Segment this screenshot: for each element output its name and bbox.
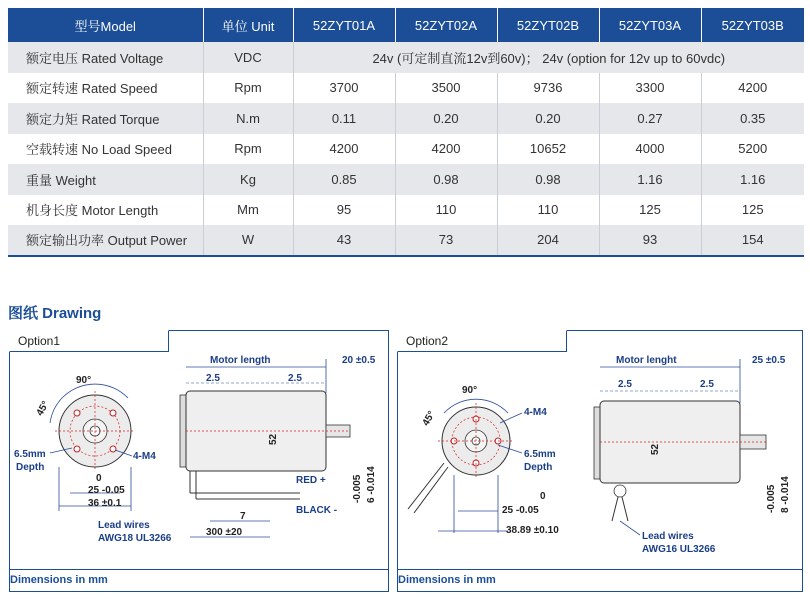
row-rated-voltage bbox=[8, 42, 804, 73]
value-cell: 1.16 bbox=[701, 164, 804, 195]
value-cell: 4200 bbox=[395, 134, 497, 165]
opt1-motor-length: Motor length bbox=[210, 355, 271, 366]
opt2-holes: 4-M4 bbox=[524, 407, 547, 418]
opt1-tol-top: 0 bbox=[96, 473, 102, 484]
param-label: 额定转速 Rated Speed bbox=[8, 73, 203, 104]
header-52zyt03a: 52ZYT03A bbox=[599, 8, 701, 42]
opt2-left-25: 2.5 bbox=[618, 379, 632, 390]
param-label: 机身长度 Motor Length bbox=[8, 195, 203, 226]
param-label: 空载转速 No Load Speed bbox=[8, 134, 203, 165]
param-label: 额定输出功率 Output Power bbox=[8, 225, 203, 256]
opt1-shaft-tol: -0.005 bbox=[352, 474, 363, 503]
drawing-panel-option1 bbox=[9, 330, 389, 592]
opt1-left-25: 2.5 bbox=[206, 373, 220, 384]
value-cell: 43 bbox=[293, 225, 395, 256]
opt1-right-25: 2.5 bbox=[288, 373, 302, 384]
opt1-angle90: 90° bbox=[76, 375, 92, 386]
value-cell: 93 bbox=[599, 225, 701, 256]
option2-footer-label: Dimensions in mm bbox=[398, 574, 496, 586]
table-header-row bbox=[8, 8, 804, 42]
value-cell: 154 bbox=[701, 225, 804, 256]
option1-footer bbox=[10, 569, 388, 591]
value-cell: 95 bbox=[293, 195, 395, 226]
value-cell: 73 bbox=[395, 225, 497, 256]
value-cell: 0.20 bbox=[395, 103, 497, 134]
value-cell: 3700 bbox=[293, 73, 395, 104]
param-label: 额定力矩 Rated Torque bbox=[8, 103, 203, 134]
opt1-angle45: 45° bbox=[34, 399, 52, 418]
row-output-power bbox=[8, 225, 804, 256]
opt2-right-25: 2.5 bbox=[700, 379, 714, 390]
option2-side-view bbox=[594, 401, 766, 521]
opt1-diam52: 52 bbox=[268, 433, 279, 445]
opt2-depth-b: Depth bbox=[524, 462, 553, 473]
value-cell: 125 bbox=[701, 195, 804, 226]
header-52zyt01a: 52ZYT01A bbox=[293, 8, 395, 42]
value-cell: 0.27 bbox=[599, 103, 701, 134]
unit-cell: VDC bbox=[203, 42, 293, 73]
opt1-lead-b: AWG18 UL3266 bbox=[98, 533, 172, 544]
opt2-diam52: 52 bbox=[650, 443, 661, 455]
value-cell: 3500 bbox=[395, 73, 497, 104]
value-cell: 204 bbox=[497, 225, 599, 256]
opt2-angle45: 45° bbox=[420, 409, 438, 428]
unit-cell: Kg bbox=[203, 164, 293, 195]
row-rated-torque bbox=[8, 103, 804, 134]
opt1-bolt-circle: 36 ±0.1 bbox=[88, 498, 122, 509]
value-cell: 125 bbox=[599, 195, 701, 226]
opt2-tol-top: 0 bbox=[540, 491, 546, 502]
value-cell: 4200 bbox=[701, 73, 804, 104]
unit-cell: W bbox=[203, 225, 293, 256]
value-cell: 3300 bbox=[599, 73, 701, 104]
value-cell: 0.85 bbox=[293, 164, 395, 195]
opt1-holes: 4-M4 bbox=[133, 451, 156, 462]
option2-drawing bbox=[398, 353, 802, 569]
opt1-lead-a: Lead wires bbox=[98, 520, 150, 531]
param-label: 重量 Weight bbox=[8, 164, 203, 195]
unit-cell: Rpm bbox=[203, 73, 293, 104]
row-no-load-speed bbox=[8, 134, 804, 165]
value-cell: 5200 bbox=[701, 134, 804, 165]
row-motor-length bbox=[8, 195, 804, 226]
value-cell: 110 bbox=[395, 195, 497, 226]
drawing-title: 图纸 Drawing bbox=[8, 305, 102, 322]
value-cell: 10652 bbox=[497, 134, 599, 165]
spec-table bbox=[8, 8, 804, 257]
option1-tab-label: Option1 bbox=[9, 330, 169, 352]
value-cell: 0.98 bbox=[395, 164, 497, 195]
opt2-bolt-circle: 38.89 ±0.10 bbox=[506, 525, 559, 536]
option1-front-view bbox=[50, 384, 135, 471]
opt1-red: RED + bbox=[296, 475, 326, 486]
opt1-shaft: 6 -0.014 bbox=[366, 466, 377, 503]
drawing-panel-option2 bbox=[397, 330, 803, 592]
header-52zyt02b: 52ZYT02B bbox=[497, 8, 599, 42]
header-unit: 单位 Unit bbox=[203, 8, 293, 42]
value-cell: 0.11 bbox=[293, 103, 395, 134]
option1-drawing bbox=[10, 353, 388, 569]
opt1-depth-a: 6.5mm bbox=[14, 449, 46, 460]
param-label: 额定电压 Rated Voltage bbox=[8, 42, 203, 73]
unit-cell: N.m bbox=[203, 103, 293, 134]
value-cell: 4000 bbox=[599, 134, 701, 165]
value-cell: 4200 bbox=[293, 134, 395, 165]
row-weight bbox=[8, 164, 804, 195]
value-cell: 0.20 bbox=[497, 103, 599, 134]
header-52zyt02a: 52ZYT02A bbox=[395, 8, 497, 42]
opt1-lead-len: 300 ±20 bbox=[206, 527, 243, 538]
value-cell: 110 bbox=[497, 195, 599, 226]
unit-cell: Rpm bbox=[203, 134, 293, 165]
opt1-flange: 20 ±0.5 bbox=[342, 355, 376, 366]
opt2-angle90: 90° bbox=[462, 385, 478, 396]
opt2-lead-a: Lead wires bbox=[642, 531, 694, 542]
opt2-motor-length: Motor lenght bbox=[616, 355, 677, 366]
row-rated-speed bbox=[8, 73, 804, 104]
opt2-flange: 25 ±0.5 bbox=[752, 355, 786, 366]
opt2-lead-b: AWG16 UL3266 bbox=[642, 544, 716, 555]
opt2-shaft-tol: -0.005 bbox=[766, 484, 777, 513]
value-cell: 0.35 bbox=[701, 103, 804, 134]
option2-footer bbox=[398, 569, 802, 591]
value-cell: 0.98 bbox=[497, 164, 599, 195]
opt1-seven: 7 bbox=[240, 511, 246, 522]
opt2-depth-a: 6.5mm bbox=[524, 449, 556, 460]
opt1-pilot: 25 -0.05 bbox=[88, 485, 125, 496]
opt1-black: BLACK - bbox=[296, 505, 338, 516]
opt2-shaft: 8 -0.014 bbox=[780, 476, 791, 513]
unit-cell: Mm bbox=[203, 195, 293, 226]
opt1-depth-b: Depth bbox=[16, 462, 45, 473]
header-model: 型号Model bbox=[8, 8, 203, 42]
value-cell: 1.16 bbox=[599, 164, 701, 195]
value-cell: 9736 bbox=[497, 73, 599, 104]
opt2-pilot: 25 -0.05 bbox=[502, 505, 539, 516]
header-52zyt03b: 52ZYT03B bbox=[701, 8, 804, 42]
voltage-merged-cell: 24v (可定制直流12v到60v)； 24v (option for 12v up to 60vdc) bbox=[293, 42, 804, 73]
option1-footer-label: Dimensions in mm bbox=[10, 574, 108, 586]
option2-tab-label: Option2 bbox=[397, 330, 567, 352]
